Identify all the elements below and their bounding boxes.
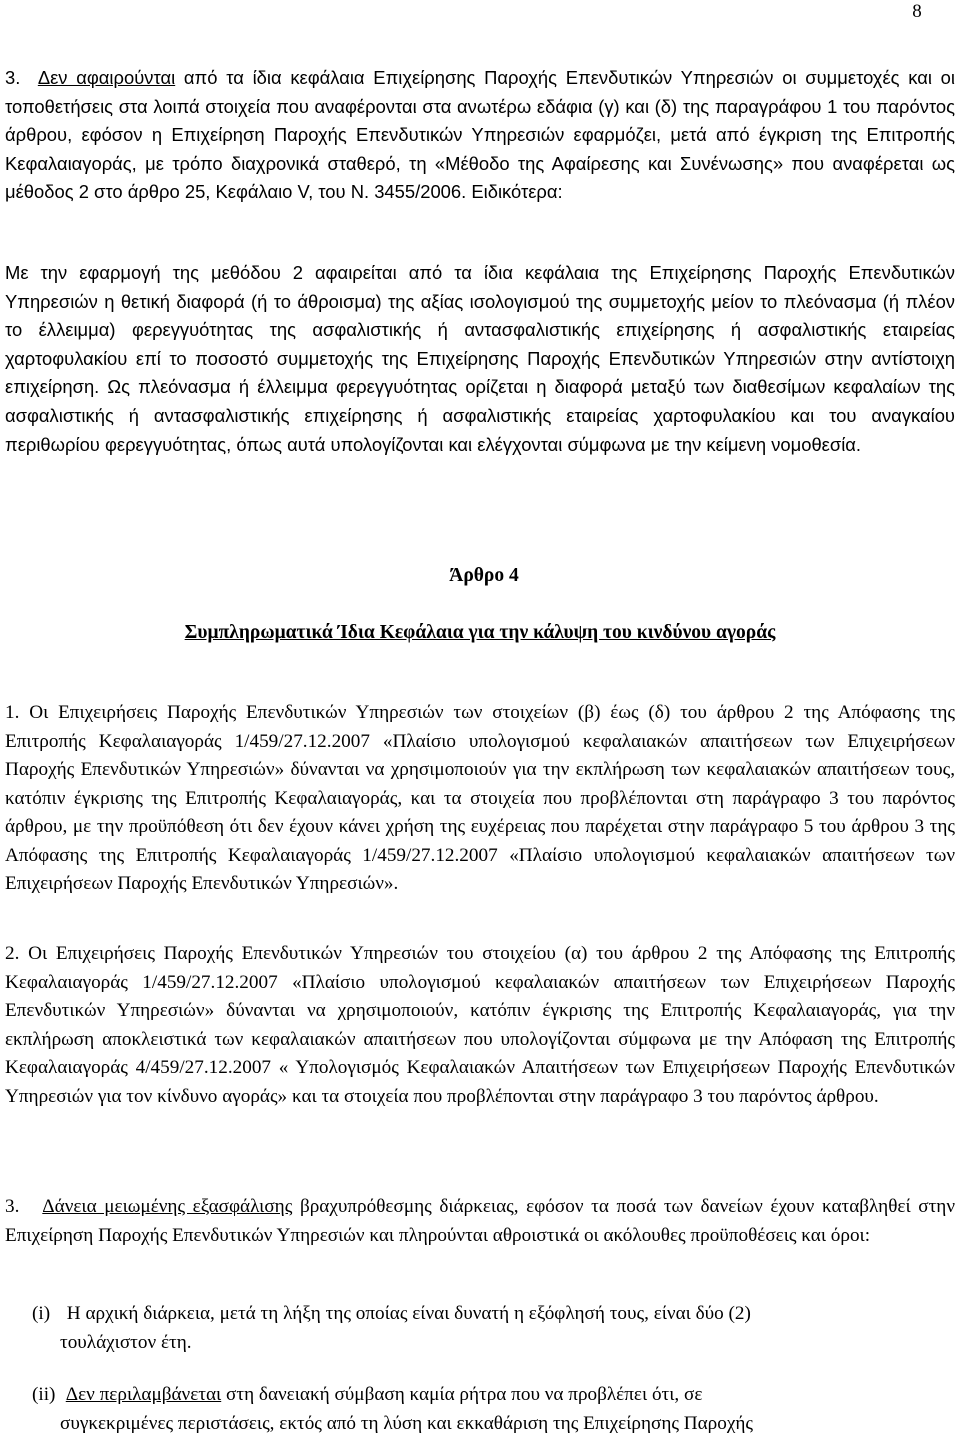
list-item-first-line <box>32 1381 955 1410</box>
paragraph-3-lead: Δάνεια μειωμένης εξασφάλισης <box>42 1196 292 1217</box>
paragraph-3-number: 3. <box>5 1196 19 1217</box>
page-number: 8 <box>912 0 922 24</box>
paragraph-3-text: βραχυπρόθεσμης διάρκειας, εφόσον τα ποσά των δανείων έχουν καταβληθεί στην Επιχείρηση Παροχής Επενδυτικών Υπηρεσιών και πληρούνται αθροιστικά οι ακόλουθες προϋποθέσεις και όροι: <box>5 1196 955 1246</box>
article-4-paragraph-2: 2. Οι Επιχειρήσεις Παροχής Επενδυτικών Υπηρεσιών του στοιχείου (α) του άρθρου 2 της Απόφασης της Επιτροπής Κεφαλαιαγοράς 1/459/27.12.2007 «Πλαίσιο υπολογισμού κεφαλαιακών απαιτήσεων των Επιχειρήσεων Παροχής Επενδυτικών Υπηρεσιών» δύνανται να χρησιμοποιούν, κατόπιν έγκρισης της Επιτροπής Κεφαλαιαγοράς, για την εκπλήρωση αποκλειστικά των κεφαλαιακών απαιτήσεων που υπολογίζονται σύμφωνα με την Απόφαση της Επιτροπής Κεφαλαιαγοράς 4/459/27.12.2007 « Υπολογισμός Κεφαλαιακών Απαιτήσεων των Επιχειρήσεων Παροχής Επενδυτικών Υπηρεσιών για τον κίνδυνο αγοράς» και τα στοιχεία που προβλέπονται στην παράγραφο 3 του παρόντος άρθρου. <box>5 940 955 1111</box>
paragraph-3-lead: Δεν αφαιρούνται <box>38 67 175 88</box>
article-4-paragraph-3 <box>5 1193 955 1250</box>
paragraph-3 <box>5 64 955 207</box>
method-2-paragraph: Με την εφαρμογή της μεθόδου 2 αφαιρείται από τα ίδια κεφάλαια της Επιχείρησης Παροχής Επενδυτικών Υπηρεσιών η θετική διαφορά (ή το άθροισμα) της αξίας ισολογισμού της συμμετοχής μείον το πλεόνασμα (ή πλέον το έλλειμμα) φερεγγυότητας της ασφαλιστικής ή αντασφαλιστικής επιχείρησης ή ασφαλιστικής εταιρείας χαρτοφυλακίου επί το ποσοστό συμμετοχής της Επιχείρησης Παροχής Επενδυτικών Υπηρεσιών στην αντίστοιχη επιχείρηση. Ως πλεόνασμα ή έλλειμμα φερεγγυότητας ορίζεται η διαφορά μεταξύ των διαθεσίμων κεφαλαίων της ασφαλιστικής ή αντασφαλιστικής επιχείρησης ή ασφαλιστικής εταιρείας χαρτοφυλακίου και του αναγκαίου περιθωρίου φερεγγυότητας, όπως αυτά υπολογίζονται και ελέγχονται σύμφωνα με την κείμενη νομοθεσία. <box>5 259 955 459</box>
list-item <box>32 1381 955 1438</box>
list-item-lead: Δεν περιλαμβάνεται <box>66 1384 221 1405</box>
article-title: Συμπληρωματικά Ίδια Κεφάλαια για την κάλυψη του κινδύνου αγοράς <box>0 620 960 646</box>
article-heading: Άρθρο 4 <box>4 563 960 589</box>
list-item-continuation: τουλάχιστον έτη. <box>32 1329 955 1358</box>
list-item-continuation: συγκεκριμένες περιστάσεις, εκτός από τη λύση και εκκαθάριση της Επιχείρησης Παροχής <box>32 1410 955 1438</box>
list-item-text: Η αρχική διάρκεια, μετά τη λήξη της οποίας είναι δυνατή η εξόφλησή τους, είναι δύο (2) <box>67 1303 751 1324</box>
list-item-first-line <box>32 1300 955 1329</box>
list-item-text: στη δανειακή σύμβαση καμία ρήτρα που να προβλέπει ότι, σε <box>221 1384 702 1405</box>
list-item <box>32 1300 955 1357</box>
list-item-marker: (ii) <box>32 1381 62 1410</box>
paragraph-3-text: από τα ίδια κεφάλαια Επιχείρησης Παροχής Επενδυτικών Υπηρεσιών οι συμμετοχές και οι τοποθετήσεις στα λοιπά στοιχεία που αναφέρονται στα ανωτέρω εδάφια (γ) και (δ) της παραγράφου 1 του παρόντος άρθρου, εφόσον η Επιχείρηση Παροχής Επενδυτικών Υπηρεσιών εφαρμόζει, μετά από έγκριση της Επιτροπής Κεφαλαιαγοράς, με τρόπο διαχρονικά σταθερό, τη «Μέθοδο της Αφαίρεσης και Συνένωσης» που αναφέρεται ως μέθοδος 2 στο άρθρο 25, Κεφάλαιο V, του Ν. 3455/2006. Ειδικότερα: <box>5 67 955 202</box>
paragraph-3-number: 3. <box>5 67 20 88</box>
article-4-paragraph-1: 1. Οι Επιχειρήσεις Παροχής Επενδυτικών Υπηρεσιών των στοιχείων (β) έως (δ) του άρθρου 2 της Απόφασης της Επιτροπής Κεφαλαιαγοράς 1/459/27.12.2007 «Πλαίσιο υπολογισμού κεφαλαιακών απαιτήσεων των Επιχειρήσεων Παροχής Επενδυτικών Υπηρεσιών» δύνανται να χρησιμοποιούν για την εκπλήρωση των κεφαλαιακών απαιτήσεων τους, κατόπιν έγκρισης της Επιτροπής Κεφαλαιαγοράς, και τα στοιχεία που προβλέπονται στη παράγραφο 3 του παρόντος άρθρου, με την προϋπόθεση ότι δεν έχουν κάνει χρήση της ευχέρειας που παρέχεται στην παράγραφο 5 του άρθρου 3 της Απόφασης της Επιτροπής Κεφαλαιαγοράς 1/459/27.12.2007 «Πλαίσιο υπολογισμού κεφαλαιακών απαιτήσεων των Επιχειρήσεων Παροχής Επενδυτικών Υπηρεσιών». <box>5 699 955 899</box>
list-item-marker: (i) <box>32 1300 62 1329</box>
